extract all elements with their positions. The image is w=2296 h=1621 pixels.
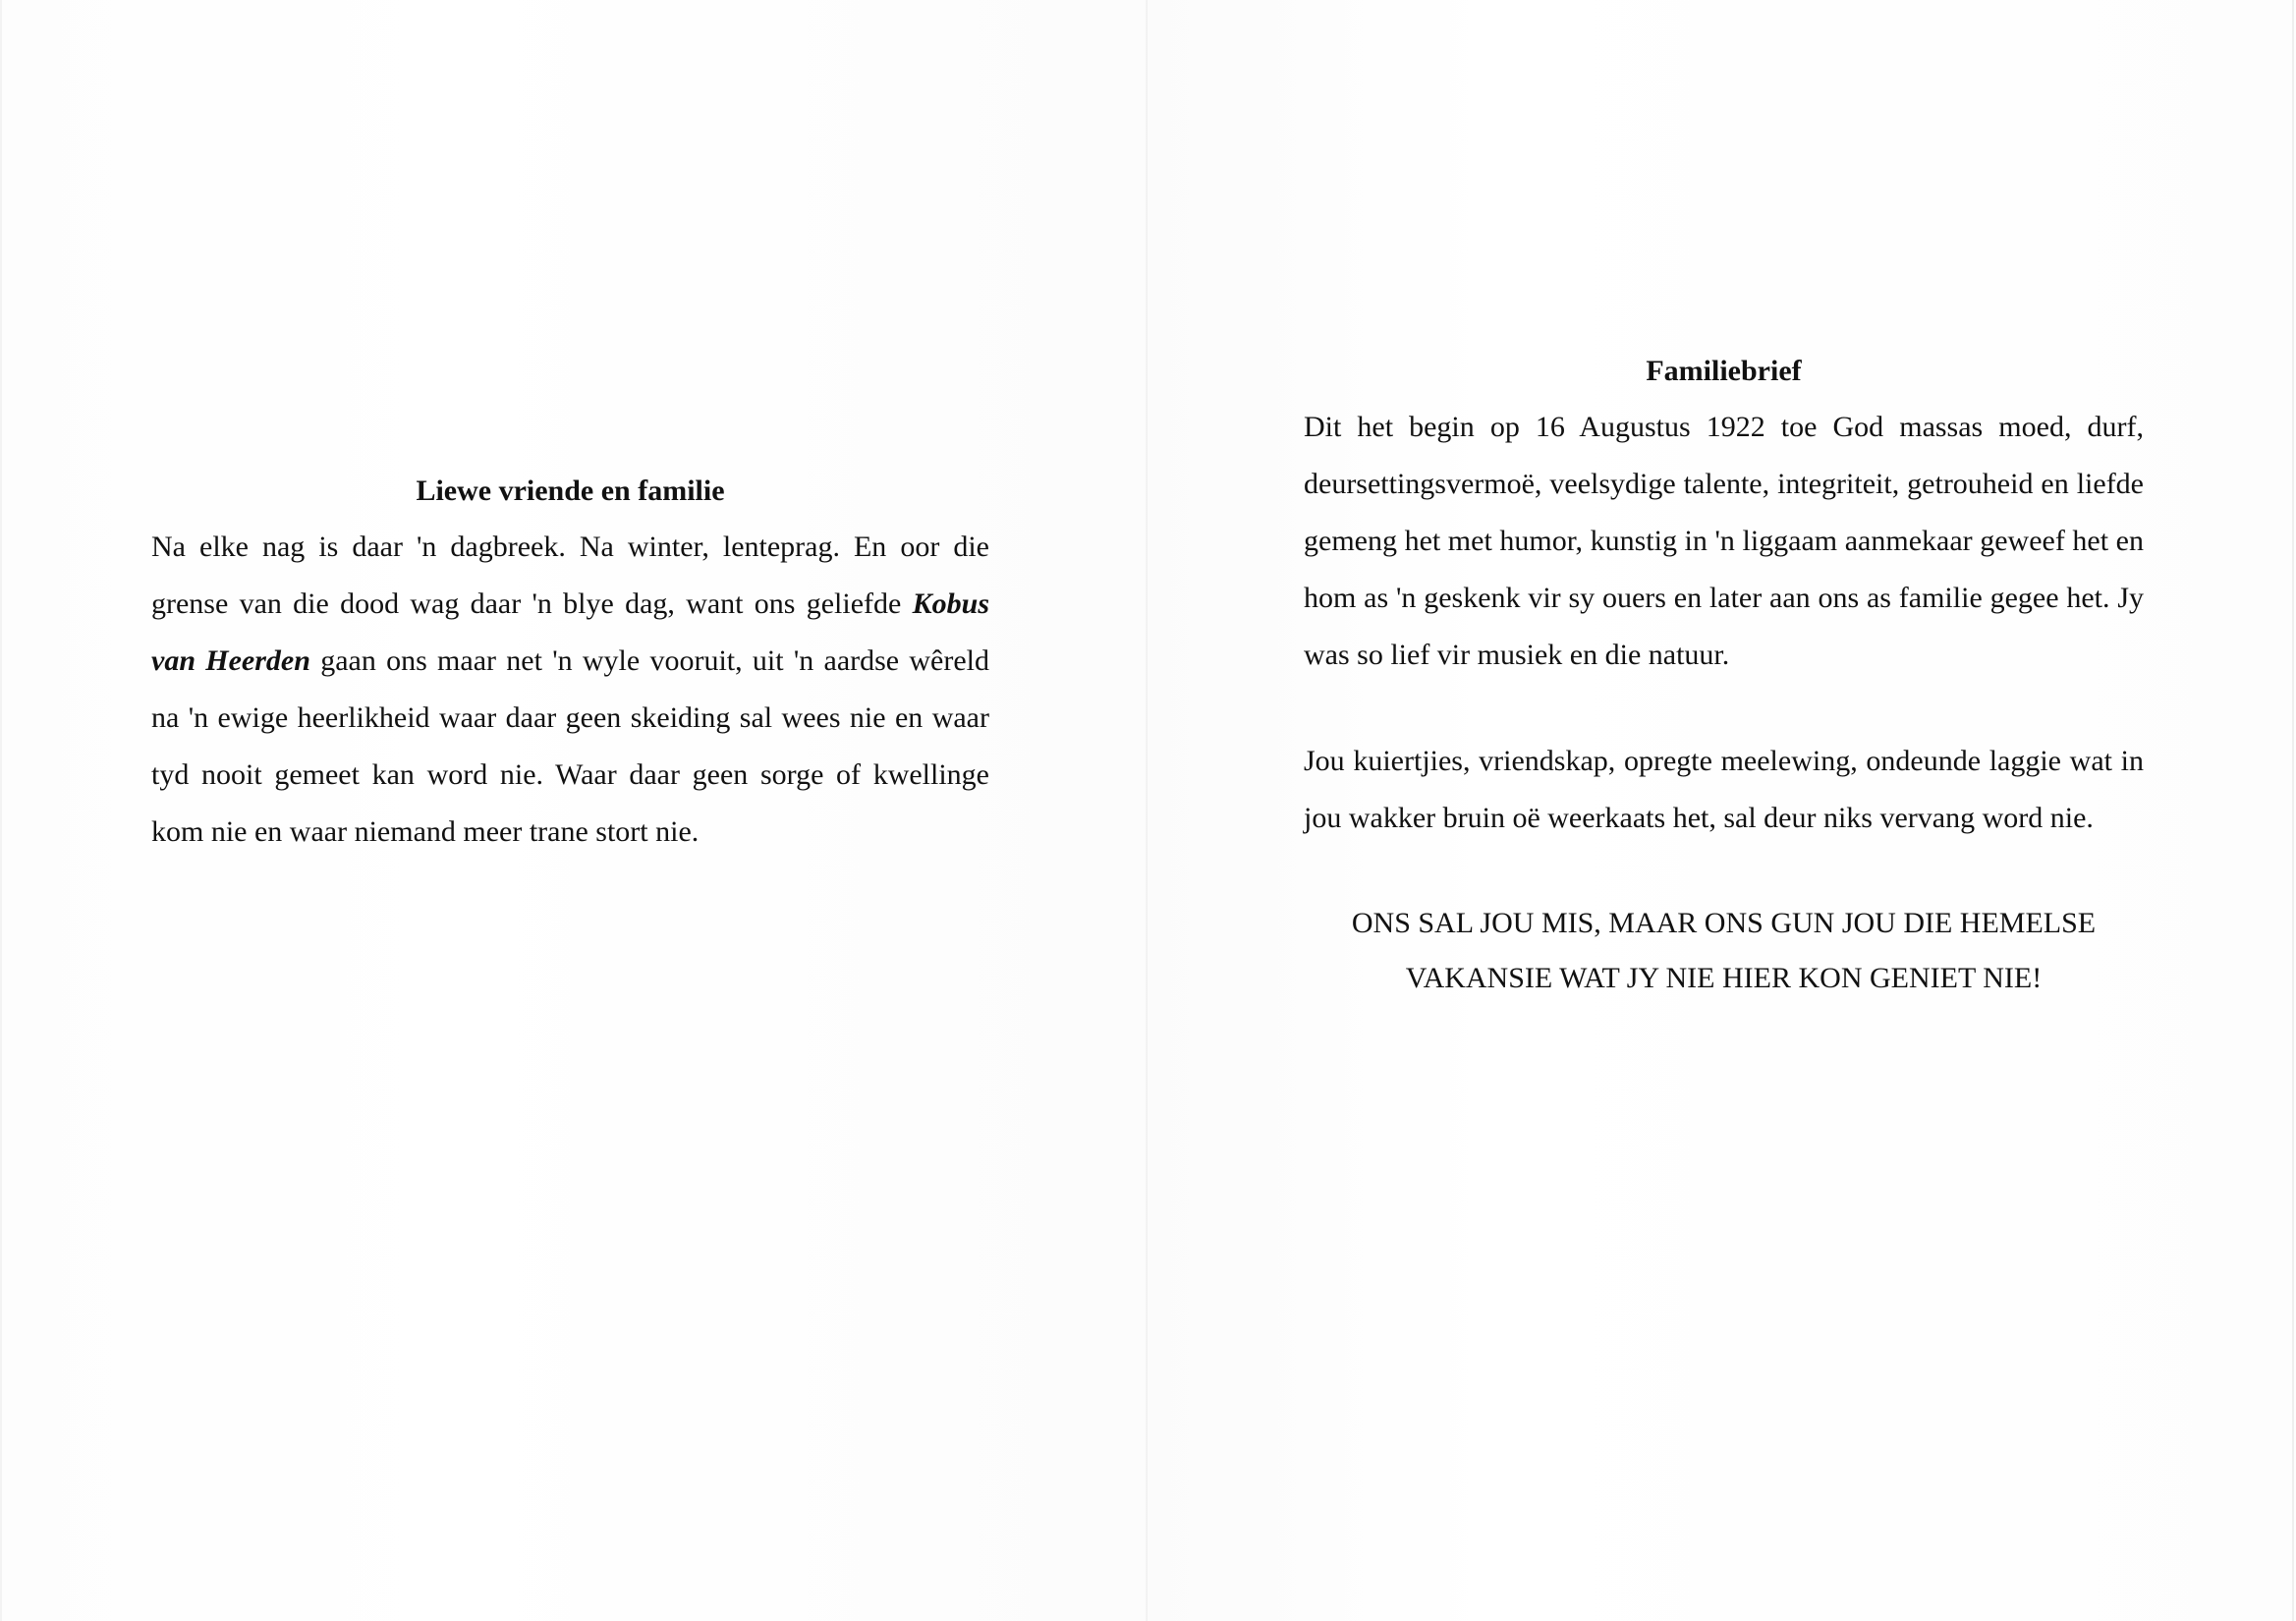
page-edge-right bbox=[2292, 0, 2294, 1621]
left-heading: Liewe vriende en familie bbox=[416, 475, 725, 507]
letter-familiebrief bbox=[1304, 352, 2144, 1006]
deceased-name: Kobus van Heerden bbox=[151, 587, 989, 677]
left-paragraph-rest: gaan ons maar net 'n wyle vooruit, uit 'n aardse wêreld na 'n ewige heerlikheid waar daar geen skeiding sal wees nie en waar tyd nooit gemeet kan word nie. Waar daar geen sorge of kwellinge kom nie en waar niemand meer trane stort nie. bbox=[151, 644, 990, 848]
right-paragraph-2: Jou kuiertjies, vriendskap, opregte meelewing, ondeunde laggie wat in jou wakker bruin oë weerkaats het, sal deur niks vervang word nie. bbox=[1304, 745, 2144, 834]
left-paragraph-intro: Na elke nag is daar 'n dagbreek. Na winter, lenteprag. En oor die grense van die dood wag daar 'n blye dag, want ons geliefde bbox=[151, 531, 989, 620]
right-heading: Familiebrief bbox=[1646, 355, 1802, 387]
closing-message bbox=[1304, 896, 2144, 1006]
left-paragraph bbox=[151, 519, 989, 861]
closing-line-1: ONS SAL JOU MIS, MAAR ONS GUN JOU DIE HEMELSE bbox=[1351, 907, 2097, 939]
closing-line-2: VAKANSIE WAT JY NIE HIER KON GENIET NIE! bbox=[1405, 962, 2043, 994]
right-paragraph-1: Dit het begin op 16 Augustus 1922 toe God massas moed, durf, deursettingsvermoë, veelsydige talente, integriteit, getrouheid en liefde gemeng het met humor, kunstig in 'n liggaam aanmekaar geweef het en hom as 'n geskenk vir sy ouers en later aan ons as familie gegee het. Jy was so lief vir musiek en die natuur. bbox=[1304, 411, 2144, 671]
page-edge-left bbox=[0, 0, 2, 1621]
letter-liewe-vriende bbox=[151, 472, 989, 861]
